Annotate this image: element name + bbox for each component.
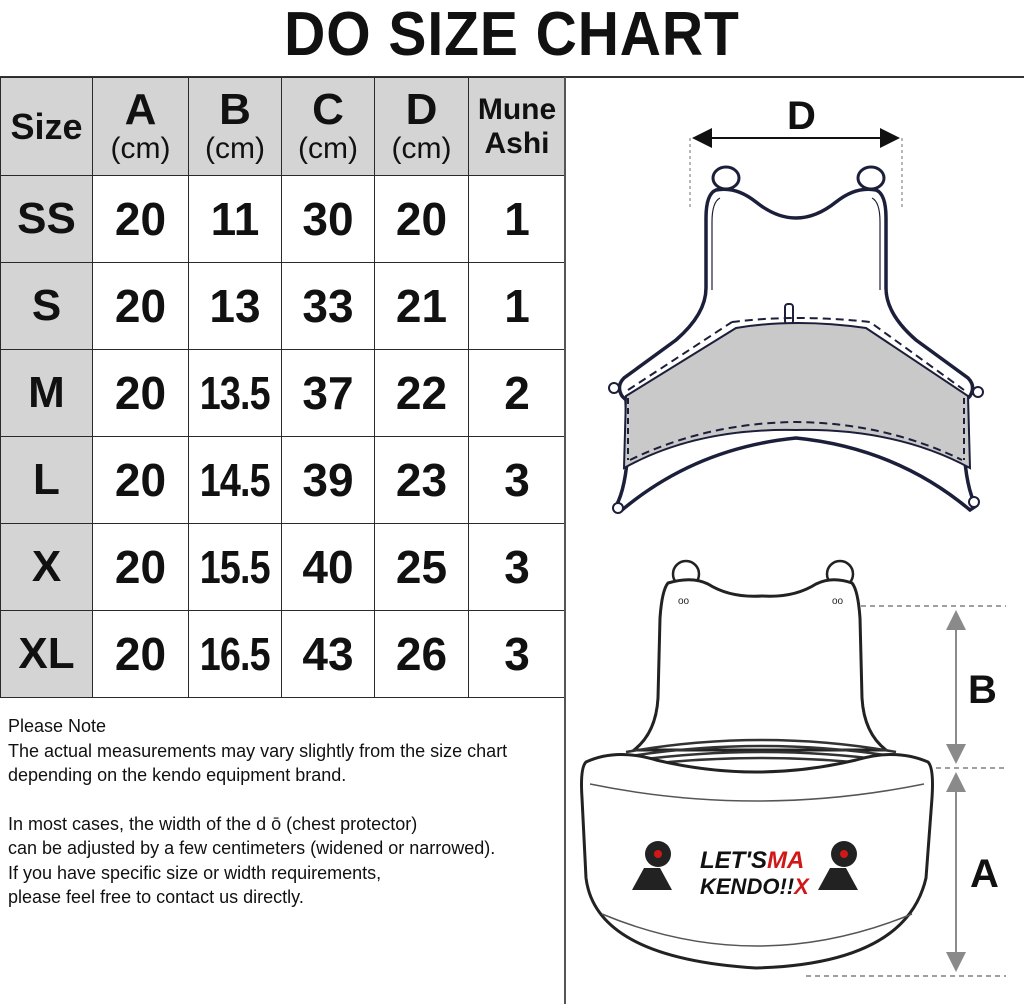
size-cell: M — [1, 350, 93, 437]
logo-x: X — [794, 874, 809, 899]
size-cell: L — [1, 437, 93, 524]
size-cell: SS — [1, 176, 93, 263]
table-row — [1, 176, 566, 263]
logo-kendo: KENDO!! — [700, 874, 795, 899]
b-cell — [189, 524, 282, 611]
mune-ashi-cell: 3 — [469, 524, 566, 611]
label-d: D — [787, 94, 816, 138]
c-cell: 30 — [282, 176, 375, 263]
header-b-label: B — [219, 84, 251, 134]
note-heading: Please Note — [8, 716, 107, 736]
header-c-label: C — [312, 84, 344, 134]
d-cell: 22 — [375, 350, 469, 437]
b-value: 13.5 — [199, 367, 271, 419]
header-d-unit: (cm) — [391, 131, 452, 165]
d-cell: 25 — [375, 524, 469, 611]
top-loop-left — [713, 167, 739, 189]
front-view — [582, 561, 1007, 976]
logo-lets: LET'S — [700, 847, 768, 874]
header-c — [282, 78, 375, 176]
size-table — [0, 77, 566, 698]
label-a: A — [970, 852, 999, 896]
c-cell: 37 — [282, 350, 375, 437]
header-ashi-label: Ashi — [484, 126, 550, 160]
c-cell: 43 — [282, 611, 375, 698]
top-view — [609, 138, 983, 513]
d-cell: 20 — [375, 176, 469, 263]
a-cell: 20 — [93, 437, 189, 524]
table-header-row — [1, 78, 566, 176]
c-cell: 40 — [282, 524, 375, 611]
logo-line1 — [700, 847, 804, 874]
b-cell: 11 — [189, 176, 282, 263]
b-cell — [189, 350, 282, 437]
mune-ashi-cell: 3 — [469, 437, 566, 524]
header-d-label: D — [405, 84, 438, 134]
do-diagram — [566, 78, 1024, 1004]
size-cell: S — [1, 263, 93, 350]
table-row — [1, 611, 566, 698]
b-value: 14.5 — [199, 454, 271, 506]
note-line: please feel free to contact us directly. — [8, 887, 304, 907]
header-d — [375, 78, 469, 176]
b-value: 16.5 — [199, 628, 271, 680]
header-mune-label: Mune — [477, 92, 557, 126]
top-tab — [785, 304, 793, 324]
a-cell: 20 — [93, 263, 189, 350]
a-cell: 20 — [93, 176, 189, 263]
header-b — [189, 78, 282, 176]
table-row — [1, 437, 566, 524]
mune-ashi-cell: 1 — [469, 263, 566, 350]
top-loop-right — [858, 167, 884, 189]
table-row — [1, 524, 566, 611]
note-gap — [8, 788, 560, 812]
header-b-unit: (cm) — [205, 131, 265, 165]
header-size-label: Size — [10, 105, 83, 147]
mune-ashi-cell: 1 — [469, 176, 566, 263]
b-cell — [189, 611, 282, 698]
header-c-unit: (cm) — [298, 131, 358, 165]
header-a — [93, 78, 189, 176]
d-cell: 23 — [375, 437, 469, 524]
header-mune-ashi — [469, 78, 566, 176]
mune-ashi-cell: 2 — [469, 350, 566, 437]
note-line: The actual measurements may vary slightly from the size chart — [8, 740, 508, 761]
note-line: If you have specific size or width requirements, — [8, 862, 382, 883]
b-cell — [189, 437, 282, 524]
note-block — [8, 714, 560, 910]
label-b: B — [968, 668, 997, 712]
a-cell: 20 — [93, 524, 189, 611]
d-cell: 21 — [375, 263, 469, 350]
size-cell: XL — [1, 611, 93, 698]
logo-ma: MA — [767, 847, 805, 874]
do-diagram-drawing — [566, 78, 1024, 1004]
a-cell: 20 — [93, 611, 189, 698]
c-cell: 39 — [282, 437, 375, 524]
size-cell: X — [1, 524, 93, 611]
page-title: DO SIZE CHART — [284, 0, 740, 69]
header-a-label: A — [124, 84, 157, 134]
table-row — [1, 350, 566, 437]
logo-line2 — [700, 874, 810, 899]
note-line: can be adjusted by a few centimeters (widened or narrowed). — [8, 838, 496, 858]
mune-ashi-cell: 3 — [469, 611, 566, 698]
d-cell: 26 — [375, 611, 469, 698]
b-value: 15.5 — [199, 541, 271, 593]
note-line: depending on the kendo equipment brand. — [8, 765, 347, 785]
front-chest-outline — [634, 580, 886, 750]
note-line: In most cases, the width of the d ō (chest protector) — [8, 813, 418, 834]
a-cell: 20 — [93, 350, 189, 437]
b-cell: 13 — [189, 263, 282, 350]
c-cell: 33 — [282, 263, 375, 350]
header-a-unit: (cm) — [110, 131, 171, 165]
table-row — [1, 263, 566, 350]
header-size — [1, 78, 93, 176]
loop-mark-left: oo — [678, 596, 690, 607]
loop-mark-right: oo — [832, 596, 844, 607]
